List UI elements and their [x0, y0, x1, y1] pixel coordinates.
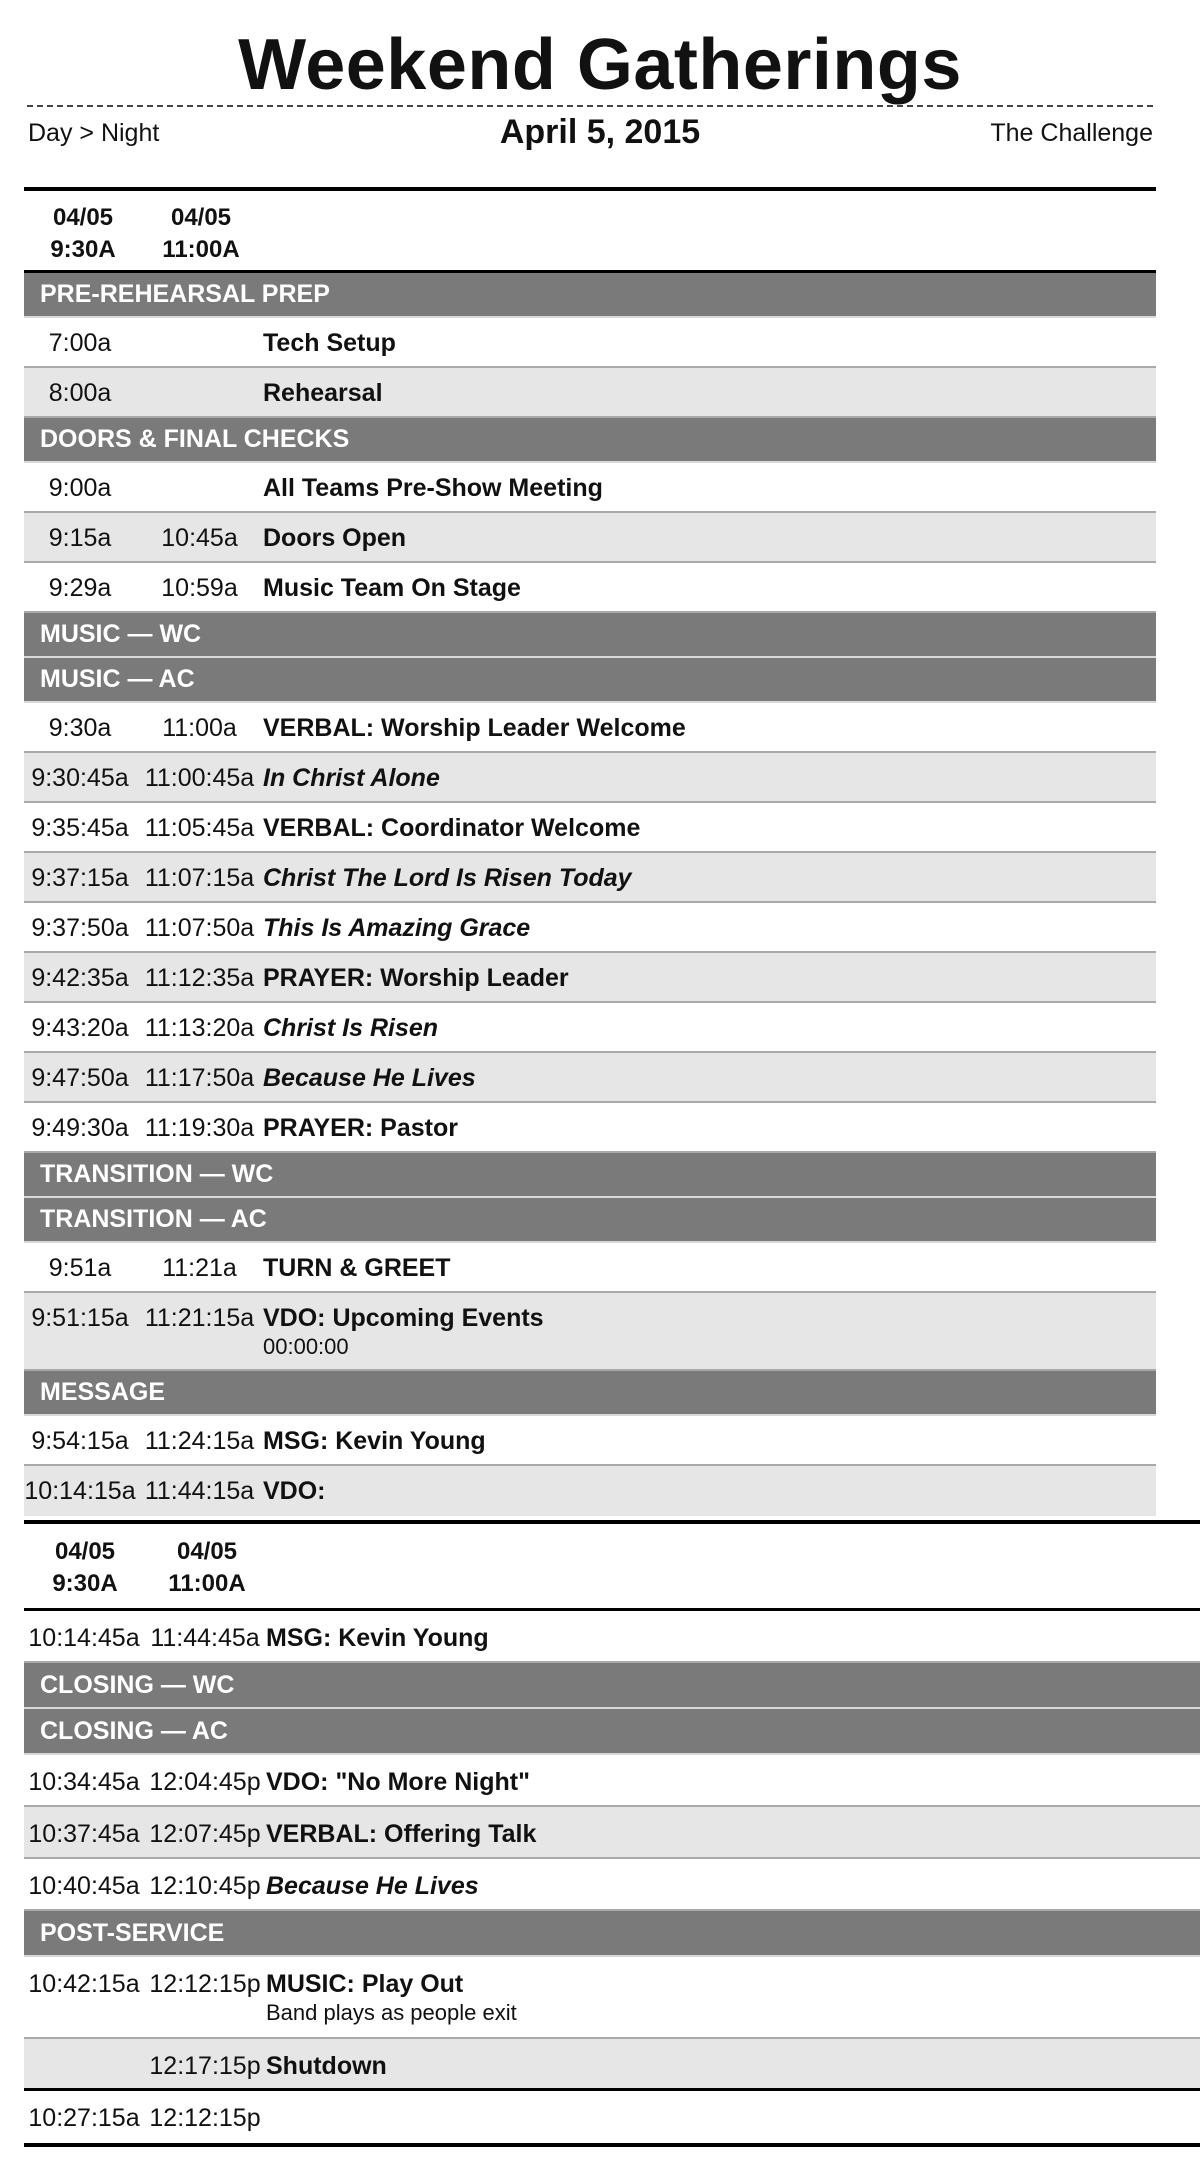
time-service-1: 9:37:50a [31, 914, 129, 942]
time-service-1: 9:15a [48, 524, 112, 552]
time-service-2: 11:44:15a [144, 1477, 255, 1505]
table-row [24, 1466, 1156, 1516]
service-label: Day > Night [28, 119, 160, 147]
table-row [24, 903, 1156, 953]
column-header-service-2 [146, 1536, 268, 1608]
total-service-1: 10:27:15a [28, 2104, 140, 2132]
time-service-1: 9:00a [48, 474, 112, 502]
time-service-2: 12:10:45p [149, 1872, 261, 1900]
table-row [24, 753, 1156, 803]
table-row [24, 513, 1156, 563]
time-service-2: 11:05:45a [144, 814, 255, 842]
item-title: MSG: Kevin Young [263, 1427, 486, 1455]
time-service-2: 11:21:15a [144, 1304, 255, 1332]
column-header-service-1 [24, 1536, 146, 1608]
time-service-1: 10:37:45a [28, 1820, 140, 1848]
table-row [24, 703, 1156, 753]
series-name: The Challenge [990, 119, 1153, 147]
song-title: Because He Lives [263, 1064, 476, 1092]
item-title: Doors Open [263, 524, 407, 552]
item-title: VDO: [263, 1477, 326, 1505]
time-service-2: 11:07:50a [144, 914, 255, 942]
time-service-2: 12:17:15p [149, 2052, 261, 2080]
item-note: 00:00:00 [263, 1334, 349, 1359]
run-sheet-page-2 [24, 1520, 1200, 2147]
section-header: TRANSITION — AC [24, 1198, 1156, 1243]
time-service-1: 9:51a [48, 1254, 112, 1282]
time-service-1: 10:14:15a [24, 1477, 136, 1505]
column-time: 11:00A [162, 236, 240, 263]
item-title: Shutdown [266, 2052, 387, 2080]
time-service-1: 9:29a [48, 574, 112, 602]
item-title: Tech Setup [263, 329, 396, 357]
time-service-2: 11:24:15a [144, 1427, 255, 1455]
item-title: VDO: "No More Night" [266, 1768, 530, 1796]
total-row [24, 2091, 1200, 2147]
table-row [24, 463, 1156, 513]
column-date: 04/05 [170, 204, 232, 231]
column-header-service-1 [24, 202, 142, 270]
time-service-1: 8:00a [48, 379, 112, 407]
column-date: 04/05 [176, 1538, 238, 1565]
time-service-2: 11:12:35a [144, 964, 255, 992]
time-service-1: 9:49:30a [31, 1114, 129, 1142]
column-date: 04/05 [52, 204, 114, 231]
column-header [24, 191, 1156, 273]
section-header: PRE-REHEARSAL PREP [24, 273, 1156, 318]
section-header: CLOSING — WC [24, 1663, 1200, 1709]
page-title: Weekend Gatherings [238, 25, 962, 105]
time-service-2: 11:17:50a [144, 1064, 255, 1092]
column-time: 9:30A [50, 236, 116, 263]
time-service-2: 11:21a [162, 1254, 237, 1282]
run-sheet-page-1 [24, 187, 1156, 1516]
time-service-1: 9:54:15a [31, 1427, 129, 1455]
section-header: POST-SERVICE [24, 1911, 1200, 1957]
time-service-2: 11:07:15a [144, 864, 255, 892]
table-row [24, 1053, 1156, 1103]
section-header: MESSAGE [24, 1371, 1156, 1416]
item-title: MSG: Kevin Young [266, 1624, 489, 1652]
item-title: VERBAL: Coordinator Welcome [263, 814, 641, 842]
time-service-1: 9:47:50a [31, 1064, 129, 1092]
section-header: CLOSING — AC [24, 1709, 1200, 1755]
song-title: This Is Amazing Grace [263, 914, 531, 942]
column-header [24, 1524, 1200, 1611]
time-service-1: 9:51:15a [31, 1304, 129, 1332]
section-header: DOORS & FINAL CHECKS [24, 418, 1156, 463]
time-service-1: 9:35:45a [31, 814, 129, 842]
dashed-divider [27, 105, 1153, 107]
song-title: Christ Is Risen [263, 1014, 439, 1042]
table-row [24, 563, 1156, 613]
table-row [24, 1003, 1156, 1053]
time-service-1: 10:42:15a [28, 1970, 140, 1998]
table-row [24, 1807, 1200, 1859]
song-title: In Christ Alone [263, 764, 440, 792]
table-row [24, 1755, 1200, 1807]
item-title: VERBAL: Worship Leader Welcome [263, 714, 686, 742]
table-row [24, 318, 1156, 368]
item-title: PRAYER: Worship Leader [263, 964, 569, 992]
table-row [24, 1243, 1156, 1293]
item-title: All Teams Pre-Show Meeting [263, 474, 603, 502]
table-row [24, 1957, 1200, 2039]
song-title: Christ The Lord Is Risen Today [263, 864, 632, 892]
item-title: VERBAL: Offering Talk [266, 1820, 537, 1848]
column-header-service-2 [142, 202, 260, 270]
item-title: Music Team On Stage [263, 574, 521, 602]
song-title: Because He Lives [266, 1872, 479, 1900]
column-time: 9:30A [52, 1570, 118, 1597]
time-service-1: 9:42:35a [31, 964, 129, 992]
table-row [24, 1611, 1200, 1663]
section-header: MUSIC — WC [24, 613, 1156, 658]
time-service-1: 7:00a [48, 329, 112, 357]
table-row [24, 1416, 1156, 1466]
table-row [24, 368, 1156, 418]
time-service-2: 12:12:15p [149, 1970, 261, 1998]
time-service-1: 9:30:45a [31, 764, 129, 792]
time-service-2: 11:19:30a [144, 1114, 255, 1142]
item-title: MUSIC: Play Out [266, 1970, 464, 1998]
table-row [24, 2039, 1200, 2091]
table-row [24, 1103, 1156, 1153]
time-service-1: 9:37:15a [31, 864, 129, 892]
time-service-1: 10:14:45a [28, 1624, 140, 1652]
item-title: VDO: Upcoming Events [263, 1304, 544, 1332]
table-row [24, 803, 1156, 853]
item-title: PRAYER: Pastor [263, 1114, 458, 1142]
item-note: Band plays as people exit [266, 2000, 517, 2025]
time-service-1: 9:30a [48, 714, 112, 742]
table-row [24, 1859, 1200, 1911]
time-service-1: 10:40:45a [28, 1872, 140, 1900]
time-service-2: 11:00a [162, 714, 237, 742]
time-service-1: 10:34:45a [28, 1768, 140, 1796]
time-service-2: 12:07:45p [149, 1820, 261, 1848]
total-service-2: 12:12:15p [149, 2104, 261, 2132]
time-service-1: 9:43:20a [31, 1014, 129, 1042]
bottom-rule [24, 2143, 1200, 2147]
time-service-2: 10:59a [161, 574, 238, 602]
service-date: April 5, 2015 [499, 113, 701, 151]
time-service-2: 11:13:20a [144, 1014, 255, 1042]
time-service-2: 10:45a [161, 524, 238, 552]
section-header: MUSIC — AC [24, 658, 1156, 703]
column-date: 04/05 [54, 1538, 116, 1565]
section-header: TRANSITION — WC [24, 1153, 1156, 1198]
item-title: Rehearsal [263, 379, 383, 407]
column-time: 11:00A [168, 1570, 246, 1597]
item-title: TURN & GREET [263, 1254, 451, 1282]
table-row [24, 1293, 1156, 1371]
time-service-2: 12:04:45p [149, 1768, 261, 1796]
time-service-2: 11:44:45a [150, 1624, 260, 1652]
table-row [24, 953, 1156, 1003]
table-row [24, 853, 1156, 903]
time-service-2: 11:00:45a [144, 764, 255, 792]
